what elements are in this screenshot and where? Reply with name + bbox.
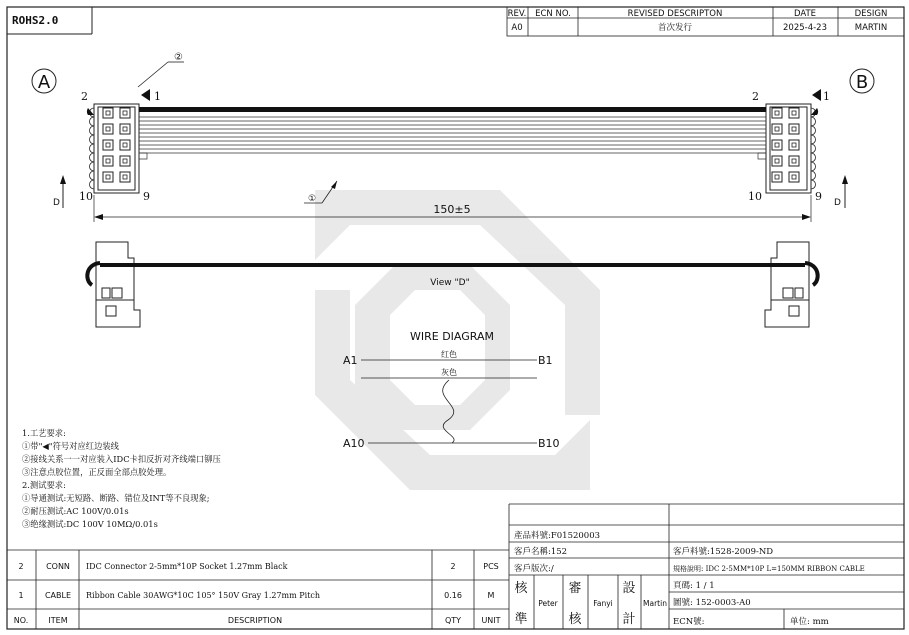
date-header: DATE — [793, 9, 817, 19]
rohs-label: ROHS2.0 — [12, 14, 59, 27]
rohs-box — [7, 7, 92, 34]
bom-row-item: CONN — [46, 562, 70, 571]
right-red-edge-fold — [811, 108, 818, 115]
note-line: ①带"◀"符号对应红边装线 — [22, 441, 119, 451]
ribbon-cable-wires — [139, 117, 766, 153]
right-pin-9: 9 — [815, 190, 822, 203]
bom-headers — [14, 616, 501, 625]
note-line: 2.测试要求: — [22, 480, 66, 490]
wire-diagram-title: WIRE DIAGRAM — [410, 330, 494, 343]
page-number: 頁碼: 1 / 1 — [673, 581, 715, 591]
bom-row-qty: 2 — [450, 562, 456, 571]
left-red-edge-fold — [87, 108, 94, 115]
bom-row-desc: IDC Connector 2-5mm*10P Socket 1.27mm Black — [86, 562, 288, 571]
right-view-d-arrow — [834, 175, 848, 208]
designer-name: Martin — [643, 599, 667, 608]
bom-row-unit: M — [487, 591, 495, 600]
right-cable-fold — [811, 108, 816, 189]
customer-revision: 客戶版次:/ — [514, 564, 554, 574]
wire-b1: B1 — [538, 354, 553, 367]
wire-b10: B10 — [538, 437, 560, 450]
right-pin-2: 2 — [752, 90, 759, 103]
note-line: ③绝缘测试:DC 100V 10MΩ/0.01s — [22, 519, 158, 529]
note-line: ②接线关系一一对应装入IDC卡扣反折对齐线端口铆压 — [22, 454, 221, 464]
part-number: 產品料號:F01520003 — [514, 531, 601, 541]
note-line: 1.工艺要求: — [22, 428, 66, 438]
unit-label: 单位: mm — [790, 617, 829, 627]
svg-text:D: D — [834, 198, 841, 208]
drawing-number: 圖號: 152-0003-A0 — [673, 598, 751, 608]
svg-text:D: D — [53, 198, 60, 208]
bom-row-qty: 0.16 — [444, 591, 462, 600]
right-pin1-arrow-icon — [812, 89, 821, 101]
view-d-label: View "D" — [430, 278, 470, 288]
view-label-b — [850, 69, 874, 93]
svg-text:A: A — [37, 72, 51, 93]
bom-row-item: CABLE — [44, 591, 72, 600]
review-char-1: 審 — [568, 581, 582, 596]
side-view-cable — [100, 263, 805, 267]
wire-a1: A1 — [343, 354, 358, 367]
length-label: 150±5 — [433, 203, 471, 216]
svg-text:②: ② — [174, 52, 183, 63]
wire-a10: A10 — [343, 437, 365, 450]
right-pin-10: 10 — [748, 190, 762, 203]
bom-header-description: DESCRIPTION — [227, 616, 283, 625]
left-pin-1: 1 — [154, 90, 161, 103]
left-pin-9: 9 — [143, 190, 150, 203]
bom-row-no: 1 — [18, 591, 24, 600]
desc-header: REVISED DESCRIPTON — [627, 9, 723, 19]
left-view-d-arrow — [53, 175, 66, 208]
wire-red-label: 红色 — [441, 350, 457, 359]
ecn-number: ECN號: — [673, 617, 705, 627]
review-char-2: 核 — [568, 612, 582, 627]
cable-lower-edge — [139, 153, 766, 159]
design-char-2: 計 — [622, 612, 636, 627]
bom-header-unit: UNIT — [481, 616, 501, 625]
notes-block — [22, 428, 221, 529]
pin-labels — [79, 90, 830, 203]
left-connector — [94, 104, 139, 193]
approve-char-2: 準 — [514, 612, 528, 627]
specification: 規格說明: IDC 2-5MM*10P L=150MM RIBBON CABLE — [673, 565, 865, 573]
red-edge-wire — [139, 107, 766, 112]
svg-text:①: ① — [308, 194, 317, 204]
svg-text:B: B — [855, 72, 869, 93]
design-header: DESIGN — [854, 9, 888, 19]
view-label-a — [32, 69, 56, 93]
bom-row-no: 2 — [18, 562, 24, 571]
bom-header-item: ITEM — [48, 616, 68, 625]
left-pin-2: 2 — [81, 90, 88, 103]
left-pin1-arrow-icon — [141, 89, 150, 101]
bom-header-no: NO. — [13, 616, 29, 625]
side-view-left-connector — [96, 242, 140, 327]
note-line: ②耐压测试:AC 100V/0.01s — [22, 506, 129, 516]
design-char-1: 設 — [622, 581, 636, 596]
approve-char-1: 核 — [514, 581, 528, 596]
ecn-header: ECN NO. — [535, 9, 571, 19]
side-view-right-connector — [765, 242, 809, 327]
title-block-text — [514, 530, 865, 627]
left-cable-fold — [90, 108, 95, 189]
bom-rows — [18, 562, 498, 600]
revision-table-text — [508, 9, 888, 33]
note-line: ①导通测试:无短路、断路、错位及INT等不良现象; — [22, 493, 210, 503]
design-value: MARTIN — [854, 23, 888, 33]
customer-part-number: 客戶料號:1528-2009-ND — [673, 547, 774, 557]
note-line: ③注意点胶位置，正反面全部点胶处理。 — [22, 467, 172, 477]
approver-name: Peter — [538, 599, 558, 608]
right-pin-1: 1 — [823, 90, 830, 103]
rev-value: A0 — [511, 23, 523, 33]
reviewer-name: Fanyi — [593, 599, 613, 608]
wire-gray-label: 灰色 — [441, 368, 457, 377]
date-value: 2025-4-23 — [783, 23, 827, 33]
desc-value: 首次发行 — [657, 23, 693, 33]
bom-row-unit: PCS — [483, 562, 499, 571]
left-pin-10: 10 — [79, 190, 93, 203]
rev-header: REV. — [507, 9, 527, 19]
balloon-2 — [138, 52, 184, 87]
bom-row-desc: Ribbon Cable 30AWG*10C 105° 150V Gray 1.27mm Pitch — [86, 591, 321, 600]
customer-name: 客戶名稱:152 — [514, 547, 568, 557]
bom-header-qty: QTY — [444, 616, 462, 625]
